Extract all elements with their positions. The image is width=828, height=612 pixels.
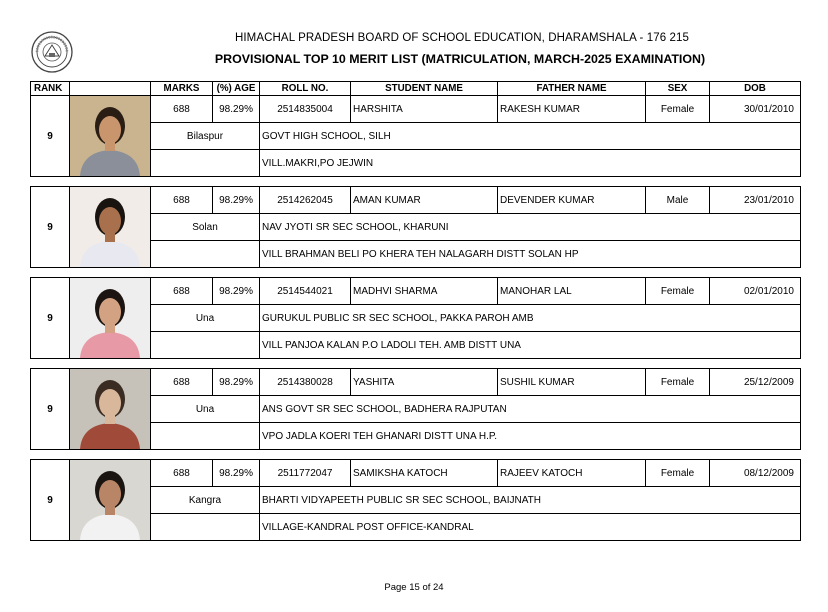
- roll-no-value: 2514380028: [260, 369, 351, 396]
- student-record: [30, 277, 801, 359]
- header-photo: [70, 82, 151, 96]
- merit-list-title: PROVISIONAL TOP 10 MERIT LIST (MATRICULATION, MARCH-2025 EXAMINATION): [214, 52, 706, 66]
- sex-value: Male: [646, 187, 710, 214]
- board-title: HIMACHAL PRADESH BOARD OF SCHOOL EDUCATION, DHARAMSHALA - 176 215: [234, 32, 690, 44]
- student-photo-image: [70, 369, 150, 449]
- student-name-value: YASHITA: [351, 369, 498, 396]
- header-father-name: FATHER NAME: [498, 82, 646, 96]
- dob-value: 30/01/2010: [710, 96, 801, 123]
- dob-value: 08/12/2009: [710, 460, 801, 487]
- student-record: [30, 95, 801, 177]
- header-dob: DOB: [710, 82, 801, 96]
- student-photo-image: [70, 278, 150, 358]
- father-name-value: RAKESH KUMAR: [498, 96, 646, 123]
- district-value: Solan: [151, 214, 260, 241]
- student-photo-image: [70, 460, 150, 540]
- empty-cell: [151, 514, 260, 541]
- dob-value: 23/01/2010: [710, 187, 801, 214]
- rank-value: 9: [31, 187, 70, 268]
- percent-value: 98.29%: [213, 278, 260, 305]
- roll-no-value: 2514544021: [260, 278, 351, 305]
- header-roll-no: ROLL NO.: [260, 82, 351, 96]
- marks-value: 688: [151, 460, 213, 487]
- address-value: VPO JADLA KOERI TEH GHANARI DISTT UNA H.P.: [260, 423, 801, 450]
- student-name-value: AMAN KUMAR: [351, 187, 498, 214]
- column-header-table: [30, 81, 801, 96]
- father-name-value: MANOHAR LAL: [498, 278, 646, 305]
- district-value: Kangra: [151, 487, 260, 514]
- marks-value: 688: [151, 96, 213, 123]
- roll-no-value: 2511772047: [260, 460, 351, 487]
- header-marks: MARKS: [151, 82, 213, 96]
- address-value: VILLAGE-KANDRAL POST OFFICE-KANDRAL: [260, 514, 801, 541]
- dob-value: 25/12/2009: [710, 369, 801, 396]
- sex-value: Female: [646, 96, 710, 123]
- father-name-value: DEVENDER KUMAR: [498, 187, 646, 214]
- header-rank: RANK: [31, 82, 70, 96]
- school-value: GURUKUL PUBLIC SR SEC SCHOOL, PAKKA PAROH AMB: [260, 305, 801, 332]
- father-name-value: SUSHIL KUMAR: [498, 369, 646, 396]
- address-value: VILL.MAKRI,PO JEJWIN: [260, 150, 801, 177]
- student-photo: [70, 96, 151, 177]
- student-name-value: MADHVI SHARMA: [351, 278, 498, 305]
- father-name-value: RAJEEV KATOCH: [498, 460, 646, 487]
- empty-cell: [151, 150, 260, 177]
- student-photo: [70, 187, 151, 268]
- student-photo-image: [70, 187, 150, 267]
- school-value: BHARTI VIDYAPEETH PUBLIC SR SEC SCHOOL, BAIJNATH: [260, 487, 801, 514]
- student-photo: [70, 369, 151, 450]
- empty-cell: [151, 423, 260, 450]
- address-value: VILL PANJOA KALAN P.O LADOLI TEH. AMB DISTT UNA: [260, 332, 801, 359]
- rank-value: 9: [31, 460, 70, 541]
- roll-no-value: 2514262045: [260, 187, 351, 214]
- roll-no-value: 2514835004: [260, 96, 351, 123]
- student-record: [30, 368, 801, 450]
- marks-value: 688: [151, 187, 213, 214]
- student-photo: [70, 278, 151, 359]
- percent-value: 98.29%: [213, 369, 260, 396]
- student-name-value: SAMIKSHA KATOCH: [351, 460, 498, 487]
- student-record: [30, 186, 801, 268]
- school-value: NAV JYOTI SR SEC SCHOOL, KHARUNI: [260, 214, 801, 241]
- header-sex: SEX: [646, 82, 710, 96]
- student-name-value: HARSHITA: [351, 96, 498, 123]
- rank-value: 9: [31, 369, 70, 450]
- sex-value: Female: [646, 460, 710, 487]
- sex-value: Female: [646, 369, 710, 396]
- sex-value: Female: [646, 278, 710, 305]
- student-photo: [70, 460, 151, 541]
- percent-value: 98.29%: [213, 460, 260, 487]
- rank-value: 9: [31, 278, 70, 359]
- dob-value: 02/01/2010: [710, 278, 801, 305]
- percent-value: 98.29%: [213, 96, 260, 123]
- student-photo-image: [70, 96, 150, 176]
- address-value: VILL BRAHMAN BELI PO KHERA TEH NALAGARH DISTT SOLAN HP: [260, 241, 801, 268]
- page-number: Page 15 of 24: [384, 582, 444, 593]
- school-value: GOVT HIGH SCHOOL, SILH: [260, 123, 801, 150]
- empty-cell: [151, 332, 260, 359]
- student-record: [30, 459, 801, 541]
- district-value: Una: [151, 305, 260, 332]
- school-value: ANS GOVT SR SEC SCHOOL, BADHERA RAJPUTAN: [260, 396, 801, 423]
- district-value: Bilaspur: [151, 123, 260, 150]
- empty-cell: [151, 241, 260, 268]
- header-student-name: STUDENT NAME: [351, 82, 498, 96]
- rank-value: 9: [31, 96, 70, 177]
- marks-value: 688: [151, 278, 213, 305]
- district-value: Una: [151, 396, 260, 423]
- marks-value: 688: [151, 369, 213, 396]
- percent-value: 98.29%: [213, 187, 260, 214]
- header-percent: (%) AGE: [213, 82, 260, 96]
